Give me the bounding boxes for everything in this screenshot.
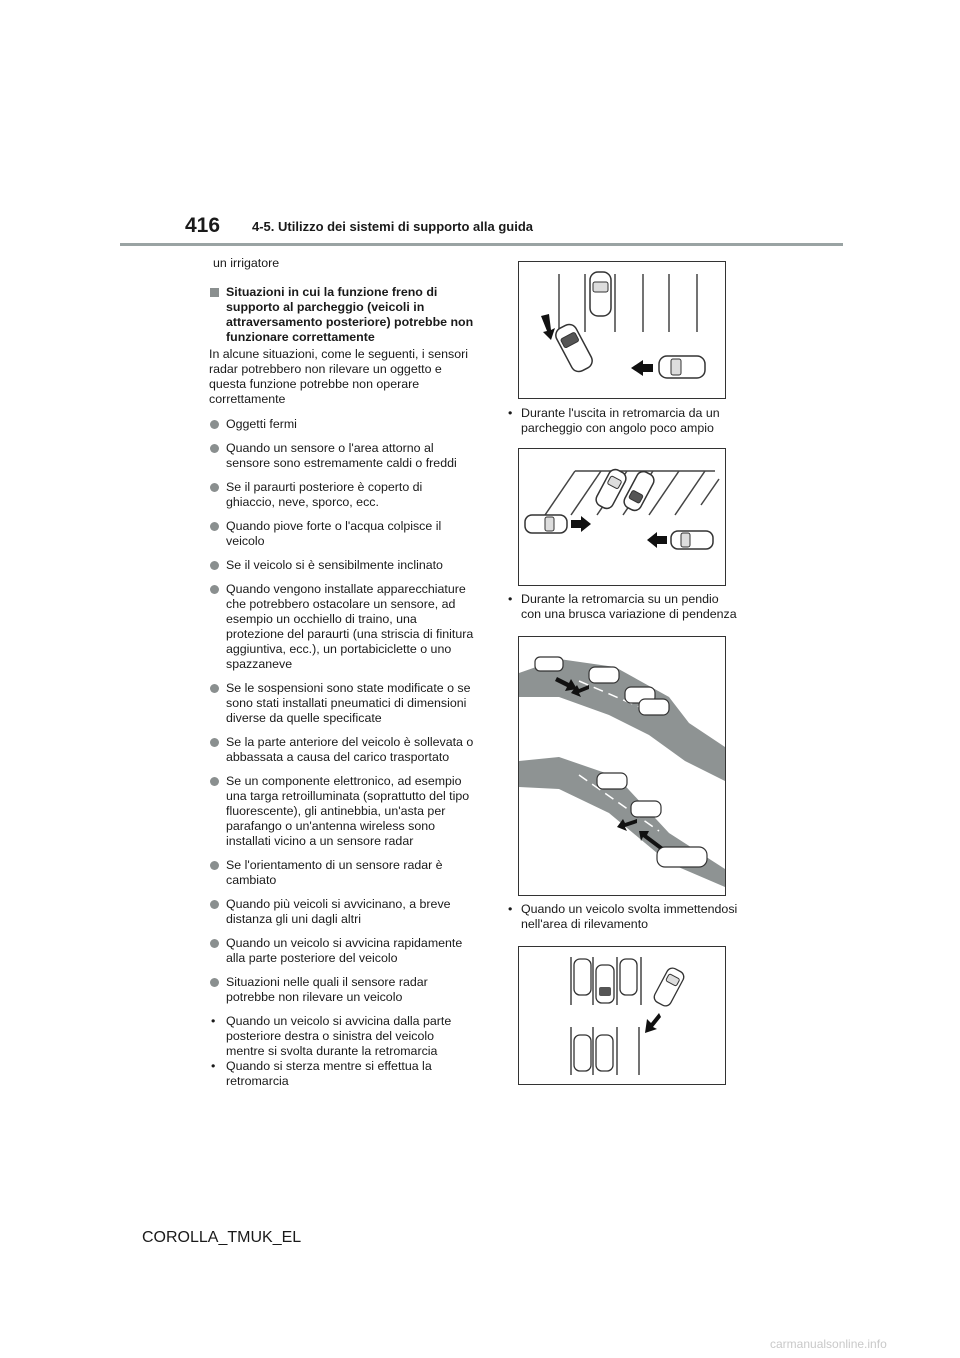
car-icon xyxy=(631,801,661,817)
list-item xyxy=(209,858,474,888)
small-bullet-icon: • xyxy=(211,1014,216,1028)
sub-list-item xyxy=(209,1059,474,1089)
circle-bullet-icon xyxy=(210,900,219,909)
sub-list-item xyxy=(209,1014,474,1059)
parked-car-icon xyxy=(620,959,637,995)
arrow-right-icon xyxy=(571,516,591,532)
small-bullet-icon: • xyxy=(211,1059,216,1073)
continuation-text: un irrigatore xyxy=(213,256,280,270)
arrow-down-icon xyxy=(541,314,555,340)
parked-car-icon xyxy=(574,1035,591,1071)
circle-bullet-icon xyxy=(210,684,219,693)
car-icon xyxy=(657,847,707,867)
list-item xyxy=(209,897,474,927)
circle-bullet-icon xyxy=(210,777,219,786)
caption-turning-in xyxy=(508,902,739,932)
list-item-text: Se il veicolo si è sensibilmente inclinato xyxy=(226,558,443,572)
section-heading-text: Situazioni in cui la funzione freno di supporto al parcheggio (veicoli in attraversamento posteriore) potrebbe non funzionare correttamente xyxy=(226,285,474,344)
list-item-text: Quando piove forte o l'acqua colpisce il veicolo xyxy=(226,519,442,548)
header-rule xyxy=(120,243,843,246)
list-item xyxy=(209,480,474,510)
list-item-text: Oggetti fermi xyxy=(226,417,297,431)
circle-bullet-icon xyxy=(210,420,219,429)
left-column xyxy=(209,256,474,1089)
watermark: carmanualsonline.info xyxy=(770,1337,887,1351)
circle-bullet-icon xyxy=(210,483,219,492)
arrow-left-icon xyxy=(631,360,653,376)
caption-text: Quando un veicolo svolta immettendosi nell'area di rilevamento xyxy=(521,902,738,931)
circle-bullet-icon xyxy=(210,561,219,570)
small-bullet-icon: • xyxy=(508,592,513,606)
figure-turning-in xyxy=(518,946,726,1085)
list-item xyxy=(209,774,474,849)
list-item-text: Quando un veicolo si avvicina rapidamente alla parte posteriore del veicolo xyxy=(226,936,463,965)
list-item xyxy=(209,441,474,471)
circle-bullet-icon xyxy=(210,738,219,747)
list-item-text: Se un componente elettronico, ad esempio una targa retroilluminata (soprattutto del tipo fluorescente), gli antinebbia, un'asta per parafango o un'antenna wireless sono installati vicino a un sensore radar xyxy=(226,774,470,848)
list-item-text: Quando vengono installate apparecchiature che potrebbero ostacolare un sensore, ad esempio un occhiello di traino, una protezione del paraurti (una striscia di finitura aggiuntiva, ecc.), un portabiciclette o uno spazzaneve xyxy=(226,582,474,671)
list-item-text: Se l'orientamento di un sensore radar è cambiato xyxy=(226,858,443,887)
figure-slope xyxy=(518,636,726,896)
caption-slope xyxy=(508,592,739,622)
left-passing-car-icon xyxy=(525,515,567,533)
arrow-down-left-icon xyxy=(645,1013,661,1033)
small-bullet-icon: • xyxy=(508,902,513,916)
intro-paragraph: In alcune situazioni, come le seguenti, i sensori radar potrebbero non rilevare un oggetto e questa funzione potrebbe non operare correttamente xyxy=(209,347,468,406)
list-item xyxy=(209,417,474,432)
section-heading xyxy=(209,285,474,345)
list-item-text: Se le sospensioni sono state modificate o se sono stati installati pneumatici di dimensioni diverse da quelle specificate xyxy=(226,681,471,725)
list-item-text: Se il paraurti posteriore è coperto di ghiaccio, neve, sporco, ecc. xyxy=(226,480,423,509)
reversing-car-icon xyxy=(596,965,614,1003)
turning-car-icon xyxy=(652,966,686,1008)
list-item-text: Quando più veicoli si avvicinano, a breve distanza gli uni dagli altri xyxy=(226,897,451,926)
small-bullet-icon: • xyxy=(508,406,513,420)
circle-bullet-icon xyxy=(210,444,219,453)
parked-car-icon xyxy=(590,272,611,316)
list-item xyxy=(209,936,474,966)
parked-car-icon xyxy=(596,1035,613,1071)
reversing-car-icon xyxy=(553,322,595,375)
reverse-turn-illustration xyxy=(519,262,725,398)
list-item-text: Quando un sensore o l'area attorno al sensore sono estremamente caldi o freddi xyxy=(226,441,457,470)
list-item xyxy=(209,735,474,765)
angled-reversing-car-icon xyxy=(622,469,657,513)
caption-shallow-angle xyxy=(508,406,739,436)
circle-bullet-icon xyxy=(210,939,219,948)
right-passing-car-icon xyxy=(671,531,713,549)
slope-illustration xyxy=(519,637,725,895)
approaching-car-icon xyxy=(659,356,705,378)
figure-reverse-turn xyxy=(518,261,726,399)
sub-list-item-text: Quando un veicolo si avvicina dalla parte posteriore destra o sinistra del veicolo mentre si svolta durante la retromarcia xyxy=(226,1014,452,1058)
arrow-left-icon xyxy=(647,532,667,548)
list-item xyxy=(209,975,474,1005)
circle-bullet-icon xyxy=(210,861,219,870)
parked-car-icon xyxy=(574,959,591,995)
car-icon xyxy=(589,667,619,683)
circle-bullet-icon xyxy=(210,522,219,531)
caption-text: Durante l'uscita in retromarcia da un parcheggio con angolo poco ampio xyxy=(521,406,720,435)
circle-bullet-icon xyxy=(210,978,219,987)
list-item xyxy=(209,558,474,573)
caption-text: Durante la retromarcia su un pendio con una brusca variazione di pendenza xyxy=(521,592,737,621)
angled-parking-illustration xyxy=(519,449,725,585)
page-number: 416 xyxy=(185,214,221,237)
list-item-text: Situazioni nelle quali il sensore radar potrebbe non rilevare un veicolo xyxy=(226,975,428,1004)
car-icon xyxy=(597,773,627,789)
car-icon xyxy=(639,699,669,715)
list-item xyxy=(209,582,474,672)
sub-list-item-text: Quando si sterza mentre si effettua la retromarcia xyxy=(226,1059,432,1088)
model-code: COROLLA_TMUK_EL xyxy=(142,1229,302,1246)
section-title: 4-5. Utilizzo dei sistemi di supporto alla guida xyxy=(252,219,533,234)
square-bullet-icon xyxy=(210,288,219,297)
figure-angled-parking xyxy=(518,448,726,586)
list-item xyxy=(209,681,474,726)
turning-in-illustration xyxy=(519,947,725,1084)
car-icon xyxy=(535,657,563,671)
list-item-text: Se la parte anteriore del veicolo è sollevata o abbassata a causa del carico trasportato xyxy=(226,735,474,764)
circle-bullet-icon xyxy=(210,585,219,594)
list-item xyxy=(209,519,474,549)
